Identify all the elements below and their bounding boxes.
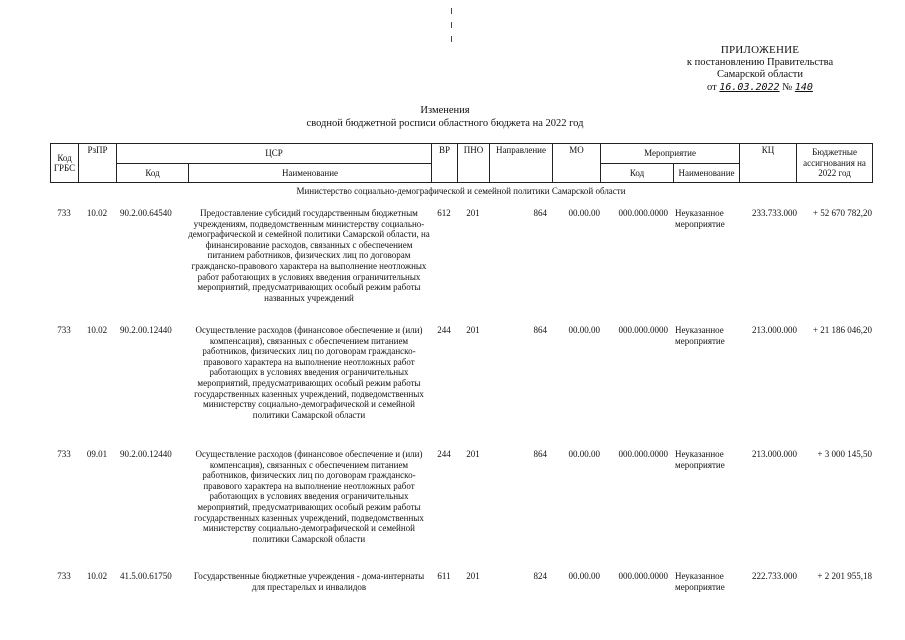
- cell-csr: 41.5.00.61750: [120, 571, 172, 581]
- appendix-line2: Самарской области: [717, 69, 803, 80]
- cell-mo: 00.00.00: [568, 571, 600, 581]
- date-prefix: от: [707, 81, 717, 93]
- header-budget: Бюджетные ассигнования на 2022 год: [797, 144, 873, 183]
- appendix-date-line: [640, 82, 880, 95]
- cell-grbs: 733: [57, 208, 71, 218]
- cell-amount: + 3 000 145,50: [817, 449, 872, 459]
- header-mo: МО: [553, 144, 601, 183]
- cell-direction: 824: [533, 571, 547, 581]
- header-vr: ВР: [432, 144, 458, 183]
- table-row: [50, 325, 872, 449]
- scan-mark: [451, 8, 452, 14]
- header-kc: КЦ: [740, 144, 797, 183]
- cell-kc: 213.000.000: [752, 325, 797, 335]
- appendix-heading: ПРИЛОЖЕНИЕ: [720, 44, 800, 56]
- scan-mark: [451, 36, 452, 42]
- cell-pno: 201: [466, 449, 480, 459]
- cell-grbs: 733: [57, 325, 71, 335]
- cell-event-name: Неуказанное мероприятие: [675, 571, 725, 592]
- ministry-heading: Министерство социально-демографической и семейной политики Самарской области: [296, 186, 626, 196]
- cell-event-code: 000.000.0000: [618, 208, 668, 218]
- cell-event-code: 000.000.0000: [618, 325, 668, 335]
- cell-event-name: Неуказанное мероприятие: [675, 325, 725, 346]
- cell-amount: + 21 186 046,20: [812, 325, 872, 335]
- cell-pno: 201: [466, 571, 480, 581]
- cell-direction: 864: [533, 449, 547, 459]
- table-row: [50, 571, 872, 601]
- cell-rzpr: 09.01: [86, 449, 108, 459]
- header-event: Мероприятие: [601, 144, 740, 164]
- cell-name: Предоставление субсидий государственным бюджетным учреждениям, подведомственным министерству социально-демографической и семейной политики Самарской области, на финансирование расходов, связанных с обеспечением питанием работников, физических лиц по договорам гражданско-правового характера на выполнение неотложных работ работающих в условиях введения ограничительных мероприятий, предусматривающих особый режим работы названных учреждений: [188, 208, 430, 303]
- title-line1: Изменения: [420, 105, 470, 116]
- header-pno: ПНО: [458, 144, 490, 183]
- cell-event-code: 000.000.0000: [618, 571, 668, 581]
- cell-amount: + 2 201 955,18: [817, 571, 872, 581]
- cell-rzpr: 10.02: [86, 208, 108, 218]
- header-direction: Направление: [490, 144, 553, 183]
- cell-mo: 00.00.00: [568, 208, 600, 218]
- header-rzpr: РзПР: [79, 144, 117, 183]
- header-event-name: Наименование: [674, 164, 740, 183]
- cell-grbs: 733: [57, 449, 71, 459]
- cell-kc: 222.733.000: [752, 571, 797, 581]
- appendix-block: [640, 44, 880, 94]
- cell-kc: 213.000.000: [752, 449, 797, 459]
- cell-csr: 90.2.00.64540: [120, 208, 172, 218]
- handwritten-date: 16.03.2022: [719, 81, 780, 93]
- cell-event-code: 000.000.0000: [618, 449, 668, 459]
- cell-csr: 90.2.00.12440: [120, 325, 172, 335]
- cell-pno: 201: [466, 325, 480, 335]
- cell-name: Государственные бюджетные учреждения - дома-интернаты для престарелых и инвалидов: [193, 571, 425, 592]
- header-grbs: Код ГРБС: [51, 144, 79, 183]
- table-body: [50, 184, 872, 601]
- handwritten-number: 140: [794, 81, 813, 93]
- header-csr: ЦСР: [117, 144, 432, 164]
- cell-direction: 864: [533, 208, 547, 218]
- cell-mo: 00.00.00: [568, 325, 600, 335]
- table-header: [50, 143, 873, 183]
- cell-rzpr: 10.02: [86, 325, 108, 335]
- cell-name: Осуществление расходов (финансовое обеспечение и (или) компенсация), связанных с обеспечением питанием работников, физических лиц по договорам гражданско-правового характера на выполнение неотложных работ работающих в условиях введения ограничительных мероприятий, предусматривающих особый режим работы государственных казенных учреждений, подведомственных министерству социально-демографической и семейной политики Самарской области: [194, 449, 424, 544]
- cell-pno: 201: [466, 208, 480, 218]
- cell-direction: 864: [533, 325, 547, 335]
- cell-event-name: Неуказанное мероприятие: [675, 449, 725, 470]
- document-title: [250, 105, 640, 130]
- cell-grbs: 733: [57, 571, 71, 581]
- cell-csr: 90.2.00.12440: [120, 449, 172, 459]
- table-row: [50, 208, 872, 325]
- cell-mo: 00.00.00: [568, 449, 600, 459]
- scan-mark: [451, 22, 452, 28]
- cell-rzpr: 10.02: [86, 571, 108, 581]
- cell-amount: + 52 670 782,20: [812, 208, 872, 218]
- cell-vr: 244: [437, 449, 451, 459]
- appendix-line1: к постановлению Правительства: [686, 56, 834, 68]
- cell-kc: 233.733.000: [752, 208, 797, 218]
- cell-event-name: Неуказанное мероприятие: [675, 208, 725, 229]
- table-row: [50, 449, 872, 571]
- header-event-code: Код: [601, 164, 674, 183]
- header-csr-name: Наименование: [189, 164, 432, 183]
- cell-vr: 612: [437, 208, 451, 218]
- cell-vr: 244: [437, 325, 451, 335]
- cell-name: Осуществление расходов (финансовое обеспечение и (или) компенсация), связанных с обеспечением питанием работников, физических лиц по договорам гражданско-правового характера на выполнение неотложных работ работающих в условиях введения ограничительных мероприятий, предусматривающих особый режим работы государственных казенных учреждений, подведомственных министерству социально-демографической и семейной политики Самарской области: [194, 325, 424, 420]
- number-prefix: №: [782, 81, 793, 93]
- title-line2: сводной бюджетной росписи областного бюджета на 2022 год: [306, 117, 584, 129]
- cell-vr: 611: [437, 571, 451, 581]
- header-csr-code: Код: [117, 164, 189, 183]
